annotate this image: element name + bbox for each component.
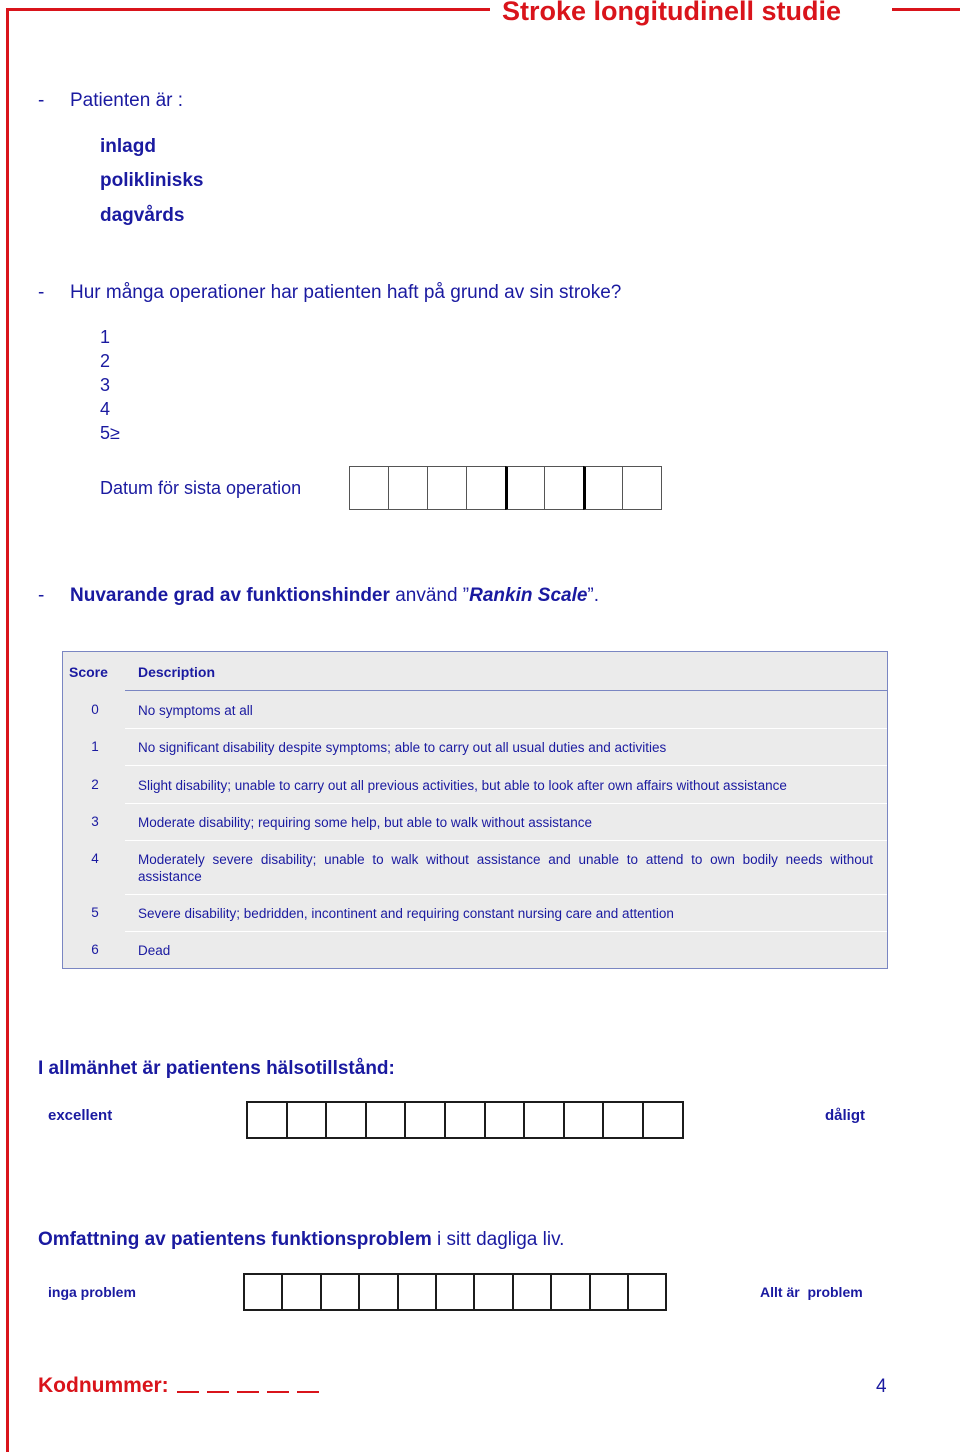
rating-box[interactable] [602,1101,644,1139]
rating-box[interactable] [243,1273,283,1311]
question-operations [38,282,621,304]
row-description: Moderately severe disability; unable to walk without assistance and unable to attend to own bodily needs without assistance [138,852,873,884]
row-divider [125,931,887,932]
row-description: Slight disability; unable to carry out all previous activities, but able to look after own affairs without assistance [138,778,787,793]
option-op-2[interactable]: 2 [100,351,111,371]
rating-box[interactable] [404,1101,446,1139]
date-digit-box[interactable] [466,466,506,510]
rating-box[interactable] [563,1101,605,1139]
row-description: Dead [138,943,171,958]
rating-box[interactable] [473,1273,513,1311]
rankin-scale-table [62,651,888,969]
rating-box[interactable] [358,1273,398,1311]
question-patient-status [38,90,183,112]
rating-box[interactable] [484,1101,526,1139]
header-title: Stroke longitudinell studie [502,0,842,26]
header-rule-right [892,8,960,11]
header-rule-left [6,8,490,11]
date-digit-box[interactable] [622,466,662,510]
table-header-rule [125,690,887,691]
row-divider [125,728,887,729]
row-divider [125,803,887,804]
question-label-bold: Nuvarande grad av funktionshinder [70,585,390,606]
rating-box[interactable] [589,1273,629,1311]
code-digit-line[interactable] [297,1391,319,1393]
date-digit-box[interactable] [427,466,467,510]
option-op-4[interactable]: 4 [100,399,111,419]
question-dash: - [38,585,45,606]
rating-box[interactable] [627,1273,667,1311]
code-number [38,1374,319,1398]
code-number-label: Kodnummer: [38,1374,169,1397]
rating-box[interactable] [286,1101,328,1139]
row-score: 2 [91,777,99,792]
question-label-end: . [593,585,600,606]
code-digit-line[interactable] [237,1391,259,1393]
rating-box[interactable] [281,1273,321,1311]
health-scale-left-label: excellent [48,1107,113,1124]
option-op-1[interactable]: 1 [100,327,111,347]
code-digit-line[interactable] [207,1391,229,1393]
date-digit-box[interactable] [544,466,584,510]
row-score: 1 [91,739,99,754]
date-digit-box[interactable] [388,466,428,510]
row-score: 0 [91,702,99,717]
health-section-title: I allmänhet är patientens hälsotillstånd: [38,1058,395,1079]
code-digit-line[interactable] [267,1391,289,1393]
question-dash: - [38,90,45,111]
date-digit-box[interactable] [505,466,545,510]
table-header-score: Score [69,664,108,680]
row-score: 5 [91,905,99,920]
rating-box[interactable] [550,1273,590,1311]
question-label: Hur många operationer har patienten haft på grund av sin stroke? [70,282,622,303]
rating-box[interactable] [246,1101,288,1139]
option-poliklinisks[interactable]: poliklinisks [100,170,204,191]
rankin-scale-name: Rankin Scale [469,585,588,606]
health-scale-right-label: dåligt [825,1107,865,1124]
rating-box[interactable] [365,1101,407,1139]
row-score: 6 [91,942,99,957]
left-margin-rule [6,8,9,1452]
health-rating-scale[interactable] [246,1101,682,1139]
rating-box[interactable] [523,1101,565,1139]
code-digit-line[interactable] [177,1391,199,1393]
row-score: 3 [91,814,99,829]
row-score: 4 [91,851,99,866]
question-label: Patienten är : [70,90,184,111]
rating-box[interactable] [512,1273,552,1311]
rating-box[interactable] [444,1101,486,1139]
option-op-3[interactable]: 3 [100,375,111,395]
page-number: 4 [876,1376,887,1397]
question-label-normal: använd [395,585,458,606]
function-scale-right-label: Allt är problem [760,1284,863,1300]
rating-box[interactable] [325,1101,367,1139]
row-description: No symptoms at all [138,703,253,718]
option-inlagd[interactable]: inlagd [100,136,156,157]
table-header-description: Description [138,664,216,680]
row-divider [125,765,887,766]
function-title-normal: i sitt dagliga liv. [437,1229,565,1250]
function-scale-left-label: inga problem [48,1284,136,1300]
date-digit-box[interactable] [583,466,623,510]
row-description: No significant disability despite symptoms; able to carry out all usual duties and activities [138,740,667,755]
rating-box[interactable] [397,1273,437,1311]
date-label: Datum för sista operation [100,478,302,498]
date-digit-box[interactable] [349,466,389,510]
option-dagvards[interactable]: dagvårds [100,205,185,226]
row-description: Severe disability; bedridden, incontinent and requiring constant nursing care and attention [138,906,674,921]
question-dash: - [38,282,45,303]
function-section-title [38,1229,564,1251]
rating-box[interactable] [435,1273,475,1311]
function-rating-scale[interactable] [243,1273,665,1311]
rating-box[interactable] [320,1273,360,1311]
question-disability-grade: - Nuvarande grad av funktionshinder använd ”Rankin Scale”. [38,585,600,606]
function-title-bold: Omfattning av patientens funktionsproblem [38,1229,432,1250]
row-description: Moderate disability; requiring some help, but able to walk without assistance [138,815,592,830]
row-divider [125,840,887,841]
option-op-5-plus[interactable]: 5≥ [100,423,120,443]
rating-box[interactable] [642,1101,684,1139]
date-input-boxes[interactable] [349,466,661,510]
row-divider [125,894,887,895]
